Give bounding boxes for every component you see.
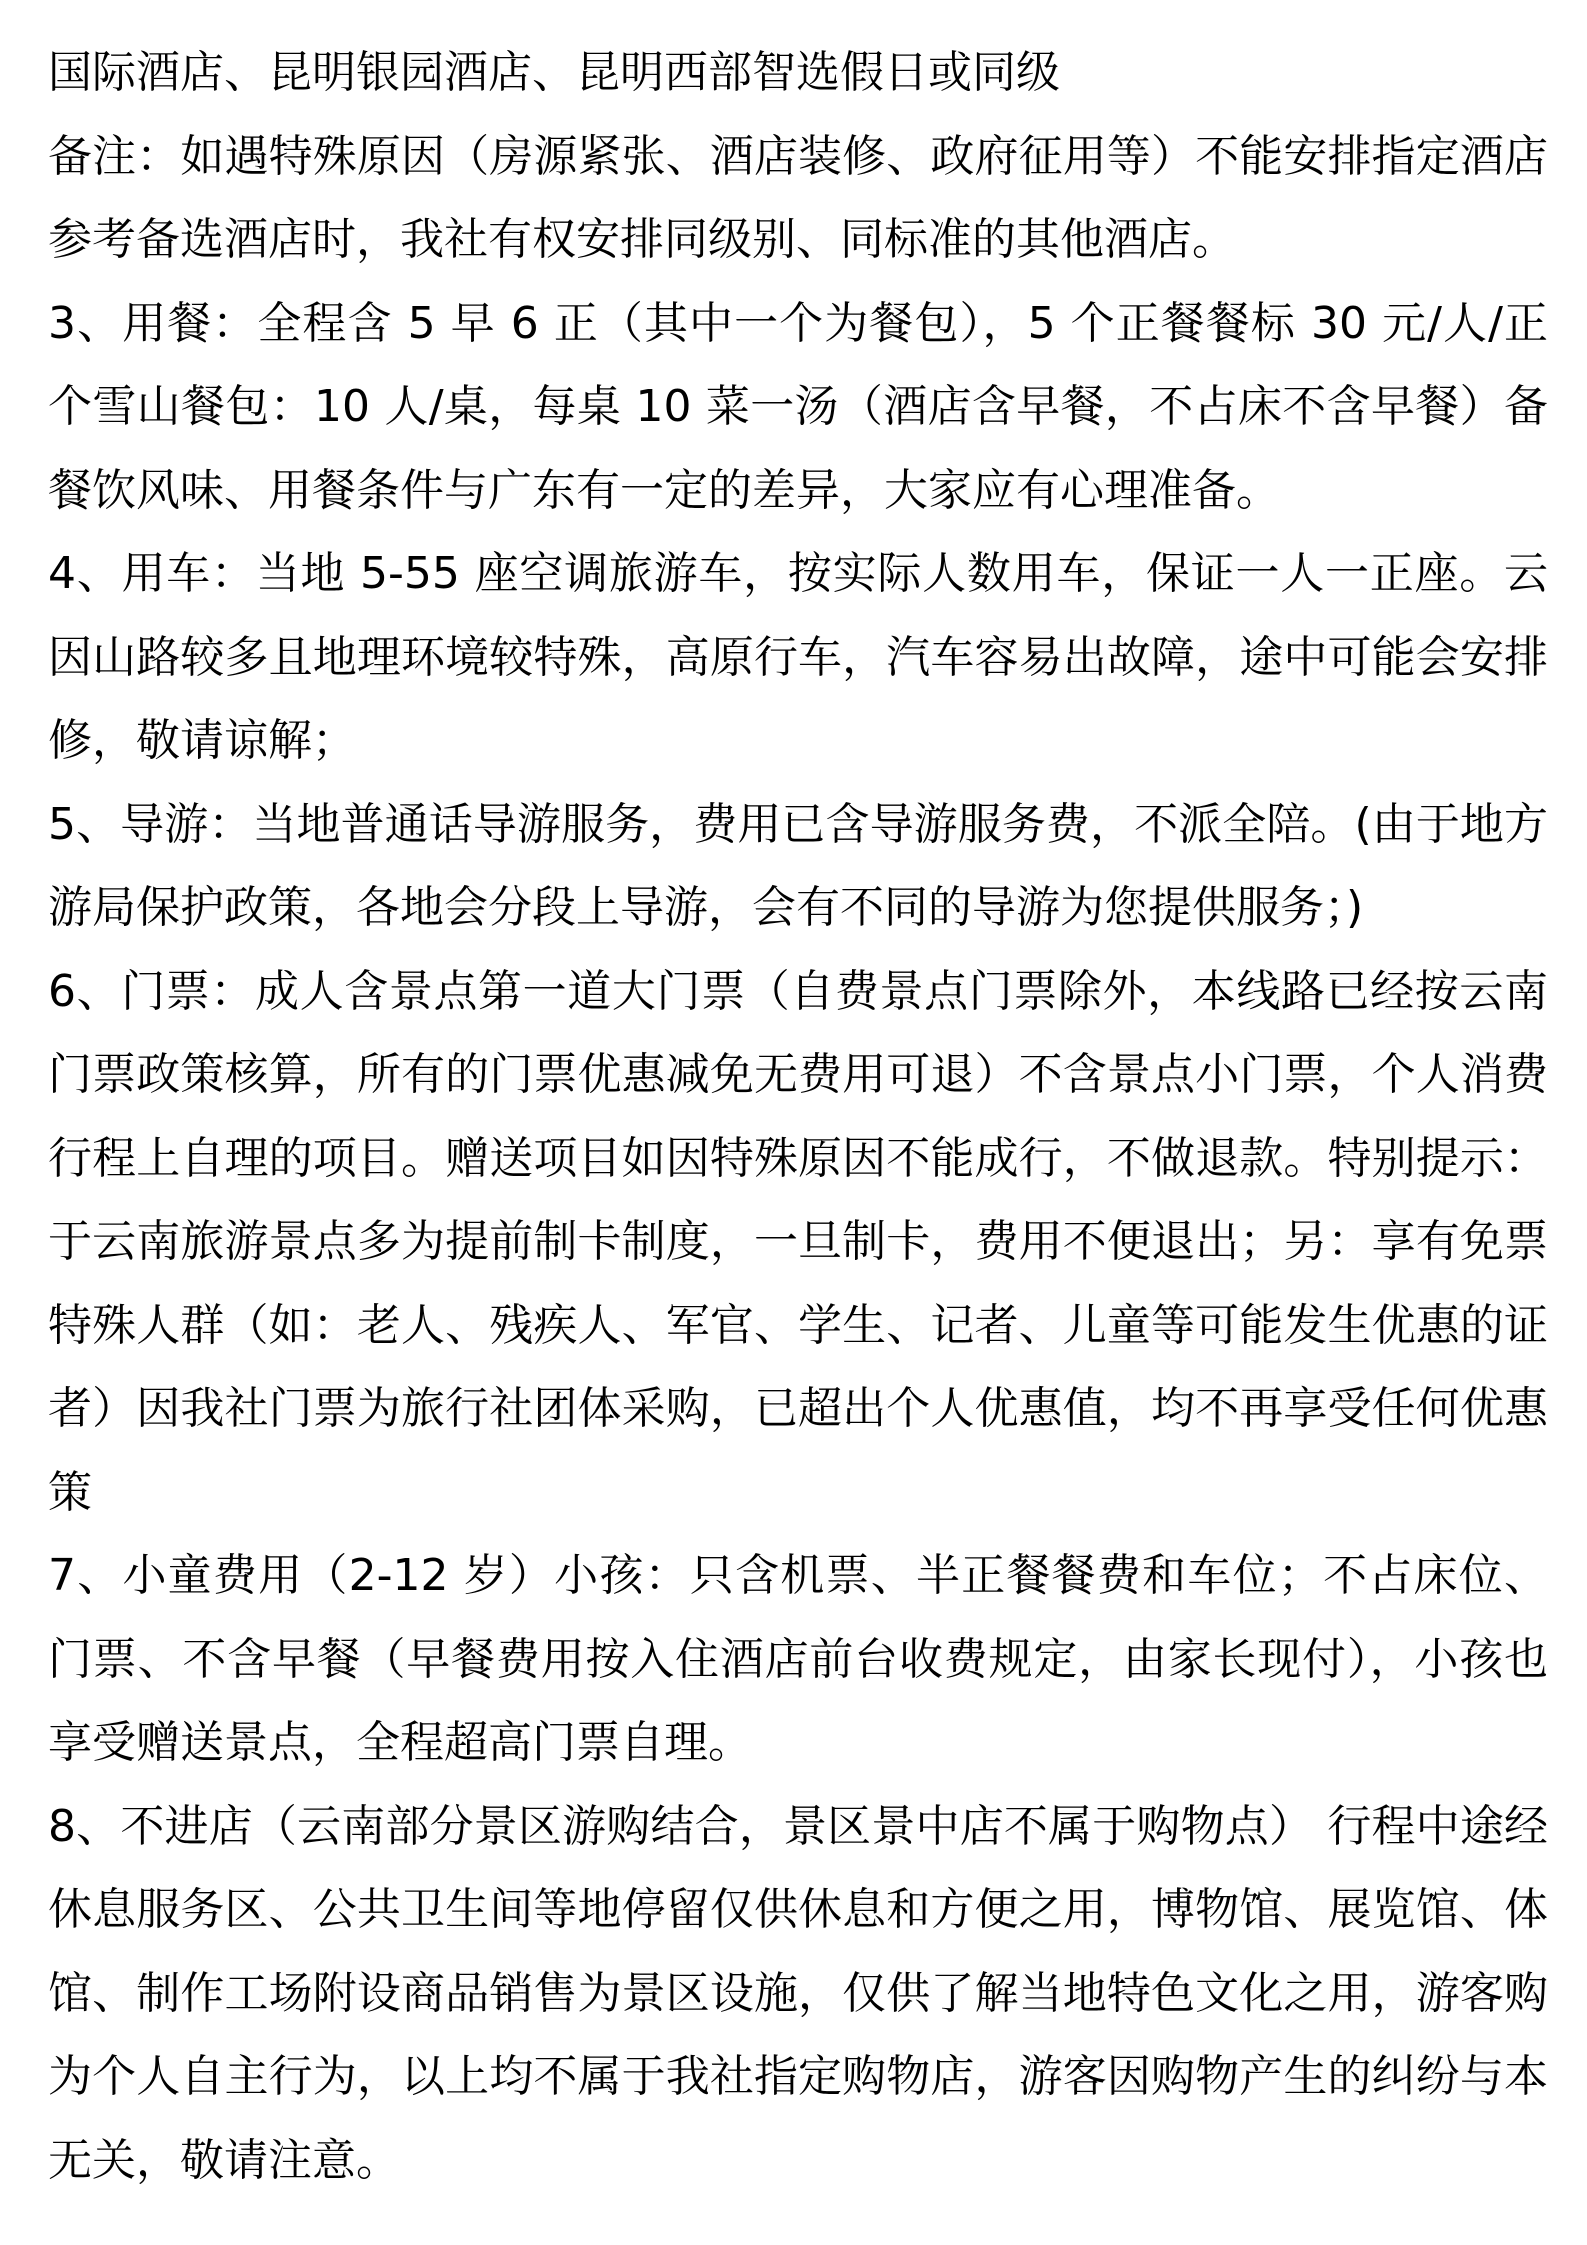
text-line: 无关，敬请注意。 (48, 2134, 400, 2186)
text-line: 国际酒店、昆明银园酒店、昆明西部智选假日或同级 (48, 47, 1060, 98)
text-line: 游局保护政策，各地会分段上导游，会有不同的导游为您提供服务；) (48, 882, 1364, 933)
text-line: 为个人自主行为，以上均不属于我社指定购物店，游客因购物产生的纠纷与本 (48, 2051, 1548, 2102)
text-line: 5、导游：当地普通话导游服务，费用已含导游服务费，不派全陪。(由于地方 (48, 798, 1548, 850)
text-line: 行程上自理的项目。赠送项目如因特殊原因不能成行，不做退款。特别提示： (48, 1132, 1548, 1184)
document-body (48, 31, 1548, 2202)
text-line: 享受赠送景点，全程超高门票自理。 (48, 1717, 752, 1768)
text-line: 6、门票：成人含景点第一道大门票（自费景点门票除外，本线路已经按云南 (48, 965, 1548, 1017)
text-line: 餐饮风味、用餐条件与广东有一定的差异，大家应有心理准备。 (48, 464, 1280, 516)
text-line: 个雪山餐包：10 人/桌，每桌 10 菜一汤（酒店含早餐，不占床不含早餐）备 (48, 381, 1548, 432)
text-line: 于云南旅游景点多为提前制卡制度，一旦制卡，费用不便退出；另：享有免票 (48, 1216, 1548, 1267)
text-line: 7、小童费用（2-12 岁）小孩：只含机票、半正餐餐费和车位；不占床位、 (48, 1550, 1548, 1601)
text-line: 休息服务区、公共卫生间等地停留仅供休息和方便之用，博物馆、展览馆、体 (48, 1884, 1548, 1935)
text-line: 3、用餐：全程含 5 早 6 正（其中一个为餐包），5 个正餐餐标 30 元/人/正 (48, 297, 1548, 349)
text-line: 者）因我社门票为旅行社团体采购，已超出个人优惠值，均不再享受任何优惠 (48, 1383, 1548, 1434)
text-line: 4、用车：当地 5-55 座空调旅游车，按实际人数用车，保证一人一正座。云 (48, 548, 1548, 599)
text-line: 8、不进店（云南部分景区游购结合，景区景中店不属于购物点） 行程中途经 (48, 1800, 1548, 1852)
text-line: 因山路较多且地理环境较特殊，高原行车，汽车容易出故障，途中可能会安排 (48, 631, 1548, 683)
text-line: 门票政策核算，所有的门票优惠减免无费用可退）不含景点小门票，个人消费 (48, 1049, 1548, 1100)
text-line: 策 (48, 1466, 92, 1518)
text-line: 门票、不含早餐（早餐费用按入住酒店前台收费规定，由家长现付），小孩也 (48, 1633, 1548, 1685)
text-line: 馆、制作工场附设商品销售为景区设施，仅供了解当地特色文化之用，游客购 (48, 1967, 1548, 2019)
text-line: 修，敬请谅解； (48, 715, 356, 766)
text-line: 备注：如遇特殊原因（房源紧张、酒店装修、政府征用等）不能安排指定酒店 (48, 130, 1548, 182)
text-line: 参考备选酒店时，我社有权安排同级别、同标准的其他酒店。 (48, 214, 1236, 265)
text-line: 特殊人群（如：老人、残疾人、军官、学生、记者、儿童等可能发生优惠的证 (48, 1299, 1548, 1351)
